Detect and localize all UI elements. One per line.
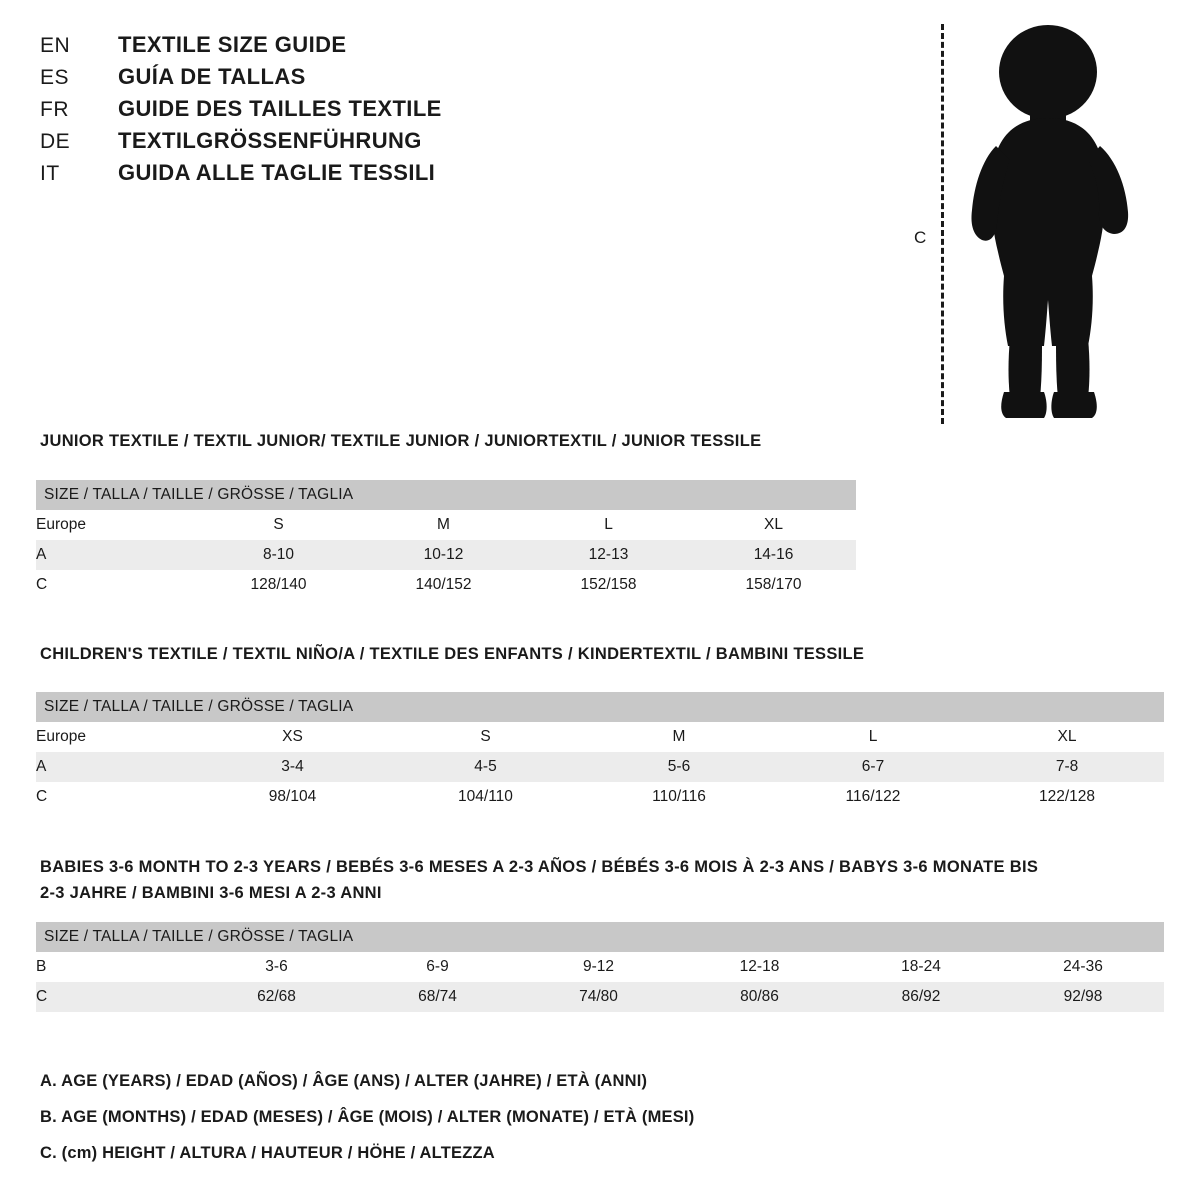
legend-line-c: C. (cm) HEIGHT / ALTURA / HAUTEUR / HÖHE / ALTEZZA xyxy=(40,1144,495,1162)
table-cell: 7-8 xyxy=(970,752,1164,782)
table-cell: 10-12 xyxy=(361,540,526,570)
table-cell: L xyxy=(776,722,970,752)
size-header-label: SIZE / TALLA / TAILLE / GRÖSSE / TAGLIA xyxy=(36,922,1164,952)
language-row xyxy=(40,96,600,128)
table-cell: 3-6 xyxy=(196,952,357,982)
table-cell: M xyxy=(582,722,776,752)
table-cell: 5-6 xyxy=(582,752,776,782)
table-cell: 12-18 xyxy=(679,952,840,982)
legend-line-a: A. AGE (YEARS) / EDAD (AÑOS) / ÂGE (ANS) / ALTER (JAHRE) / ETÀ (ANNI) xyxy=(40,1072,648,1090)
row-label: A xyxy=(36,752,196,782)
table-cell: 152/158 xyxy=(526,570,691,600)
table-cell: 116/122 xyxy=(776,782,970,812)
language-title: GUÍA DE TALLAS xyxy=(118,64,306,89)
table-row xyxy=(36,722,1164,752)
language-row xyxy=(40,64,600,96)
table-cell: 122/128 xyxy=(970,782,1164,812)
row-label: C xyxy=(36,782,196,812)
language-row xyxy=(40,160,600,192)
section-heading-junior: JUNIOR TEXTILE / TEXTIL JUNIOR/ TEXTILE JUNIOR / JUNIORTEXTIL / JUNIOR TESSILE xyxy=(40,432,762,450)
section-heading-children: CHILDREN'S TEXTILE / TEXTIL NIÑO/A / TEXTILE DES ENFANTS / KINDERTEXTIL / BAMBINI TESSILE xyxy=(40,645,865,663)
table-row xyxy=(36,952,1164,982)
language-code: ES xyxy=(40,66,70,89)
row-label: C xyxy=(36,982,196,1012)
language-title: TEXTILGRÖSSENFÜHRUNG xyxy=(118,128,422,153)
table-cell: 62/68 xyxy=(196,982,357,1012)
language-row xyxy=(40,32,600,64)
table-cell: 92/98 xyxy=(1002,982,1164,1012)
language-title: GUIDA ALLE TAGLIE TESSILI xyxy=(118,160,436,185)
table-cell: 158/170 xyxy=(691,570,856,600)
row-label: A xyxy=(36,540,196,570)
table-cell: S xyxy=(389,722,582,752)
language-code: IT xyxy=(40,162,60,185)
language-title: TEXTILE SIZE GUIDE xyxy=(118,32,347,57)
table-cell: 110/116 xyxy=(582,782,776,812)
language-code: EN xyxy=(40,34,71,57)
row-label: C xyxy=(36,570,196,600)
table-cell: 74/80 xyxy=(518,982,679,1012)
language-title-block xyxy=(40,32,600,192)
language-row xyxy=(40,128,600,160)
table-cell: 86/92 xyxy=(840,982,1002,1012)
table-cell: XL xyxy=(691,510,856,540)
table-cell: 98/104 xyxy=(196,782,389,812)
table-cell: 80/86 xyxy=(679,982,840,1012)
table-cell: 6-7 xyxy=(776,752,970,782)
table-header-row xyxy=(36,922,1164,952)
table-row xyxy=(36,982,1164,1012)
table-cell: 9-12 xyxy=(518,952,679,982)
table-header-row xyxy=(36,480,856,510)
table-row xyxy=(36,782,1164,812)
table-cell: 140/152 xyxy=(361,570,526,600)
table-row xyxy=(36,752,1164,782)
table-cell: 8-10 xyxy=(196,540,361,570)
table-cell: 18-24 xyxy=(840,952,1002,982)
table-row xyxy=(36,570,856,600)
babies-size-table xyxy=(36,922,1164,1012)
table-row xyxy=(36,510,856,540)
table-cell: L xyxy=(526,510,691,540)
row-label: B xyxy=(36,952,196,982)
measure-dashed-line xyxy=(941,24,944,424)
child-silhouette-icon xyxy=(948,20,1148,435)
table-cell: 128/140 xyxy=(196,570,361,600)
table-cell: XL xyxy=(970,722,1164,752)
row-label: Europe xyxy=(36,510,196,540)
table-row xyxy=(36,540,856,570)
section-heading-babies: BABIES 3-6 MONTH TO 2-3 YEARS / BEBÉS 3-6 MESES A 2-3 AÑOS / BÉBÉS 3-6 MOIS À 2-3 ANS / BABYS 3-6 MONATE BIS 2-3 JAHRE / BAMBINI 3-6 MESI A 2-3 ANNI xyxy=(40,858,1039,902)
size-header-label: SIZE / TALLA / TAILLE / GRÖSSE / TAGLIA xyxy=(36,480,856,510)
measure-c-label: C xyxy=(914,228,927,247)
table-cell: 6-9 xyxy=(357,952,518,982)
row-label: Europe xyxy=(36,722,196,752)
table-cell: 12-13 xyxy=(526,540,691,570)
table-cell: 3-4 xyxy=(196,752,389,782)
legend-line-b: B. AGE (MONTHS) / EDAD (MESES) / ÂGE (MOIS) / ALTER (MONATE) / ETÀ (MESI) xyxy=(40,1108,695,1126)
table-header-row xyxy=(36,692,1164,722)
table-cell: 4-5 xyxy=(389,752,582,782)
children-size-table xyxy=(36,692,1164,812)
junior-size-table xyxy=(36,480,856,600)
language-code: DE xyxy=(40,130,71,153)
table-cell: 68/74 xyxy=(357,982,518,1012)
language-code: FR xyxy=(40,98,69,121)
table-cell: 14-16 xyxy=(691,540,856,570)
height-measure-figure xyxy=(900,10,1160,430)
table-cell: XS xyxy=(196,722,389,752)
language-title: GUIDE DES TAILLES TEXTILE xyxy=(118,96,442,121)
table-cell: 24-36 xyxy=(1002,952,1164,982)
table-cell: M xyxy=(361,510,526,540)
table-cell: 104/110 xyxy=(389,782,582,812)
table-cell: S xyxy=(196,510,361,540)
size-header-label: SIZE / TALLA / TAILLE / GRÖSSE / TAGLIA xyxy=(36,692,1164,722)
